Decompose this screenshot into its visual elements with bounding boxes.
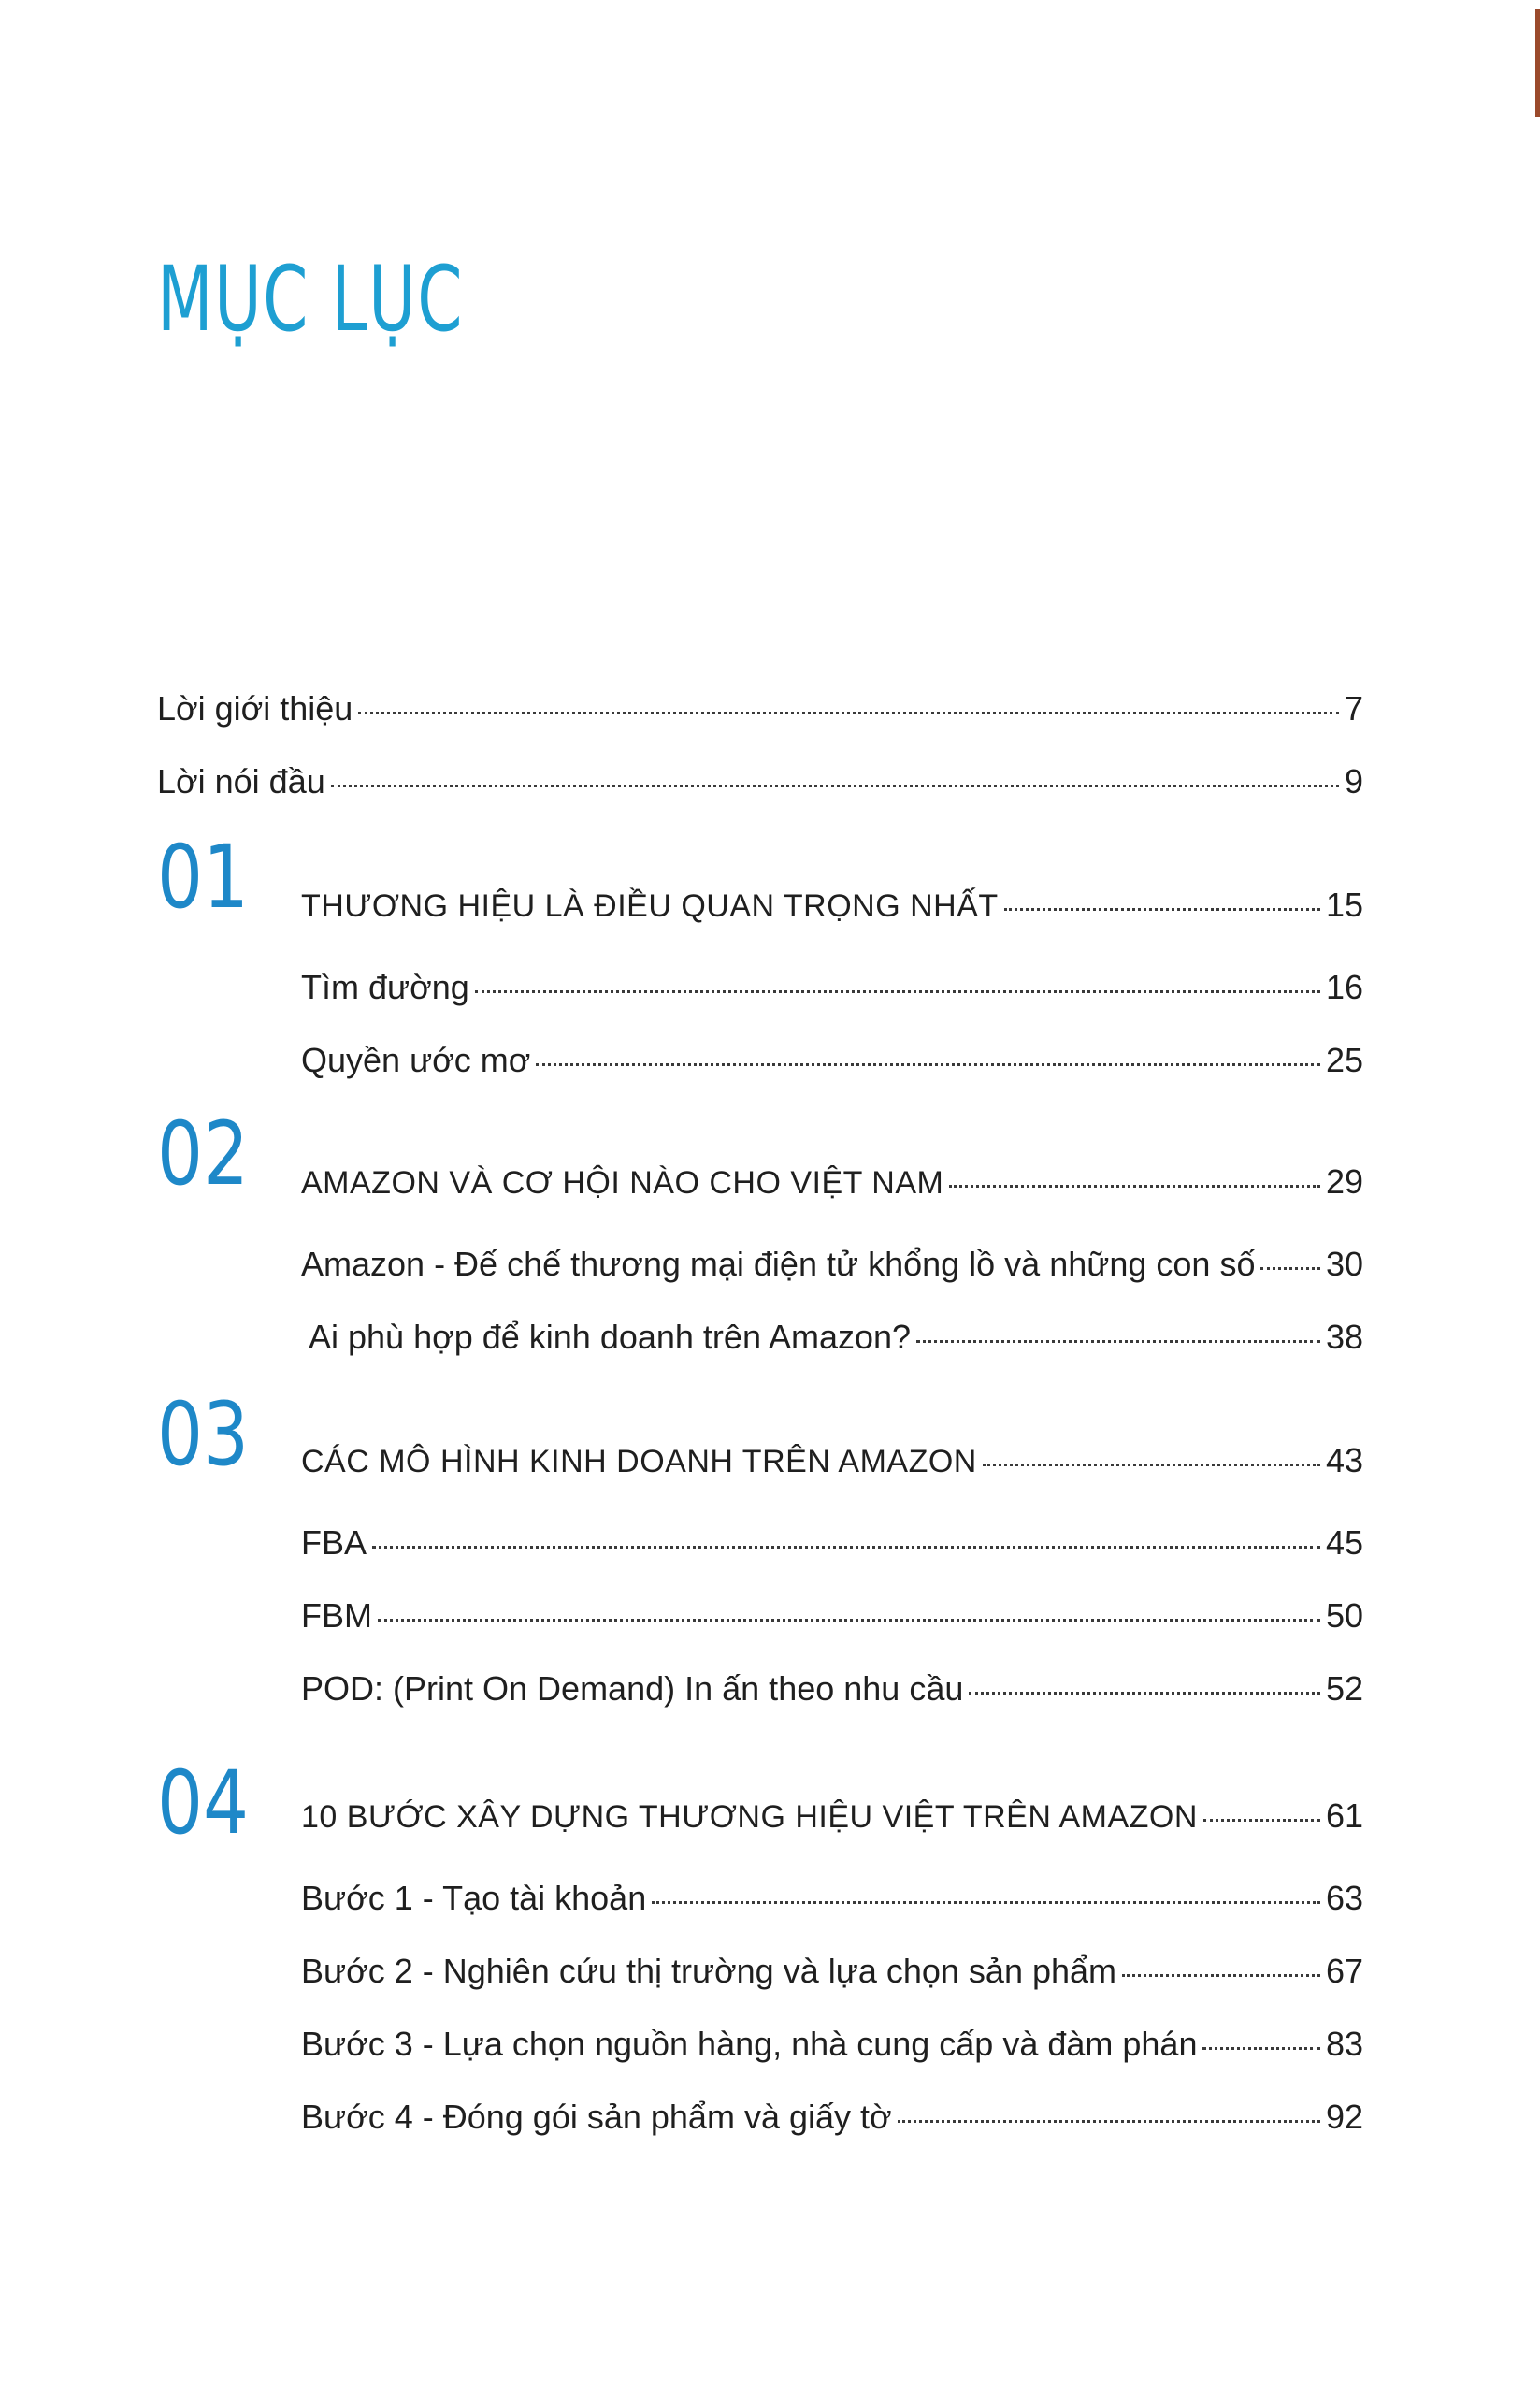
toc-entry-page: 38 [1325, 1318, 1363, 1356]
dot-leader [372, 1546, 1320, 1549]
toc-section-01-1[interactable] [301, 963, 1363, 1012]
dot-leader [969, 1692, 1320, 1695]
dot-leader [475, 990, 1320, 993]
toc-section-04-4[interactable] [301, 2093, 1363, 2142]
toc-chapter-04[interactable] [301, 1792, 1363, 1840]
dot-leader [983, 1464, 1320, 1466]
toc-entry-page: 50 [1325, 1596, 1363, 1635]
chapter-number-03: 03 [157, 1384, 250, 1486]
chapter-title: THƯƠNG HIỆU LÀ ĐIỀU QUAN TRỌNG NHẤT [301, 888, 999, 924]
section-title: Bước 2 - Nghiên cứu thị trường và lựa chọn sản phẩm [301, 1952, 1117, 1990]
toc-section-04-3[interactable] [301, 2020, 1363, 2069]
toc-entry-page: 52 [1325, 1669, 1363, 1708]
chapter-number-02: 02 [157, 1103, 250, 1205]
toc-entry-front-intro[interactable] [157, 685, 1363, 733]
section-title: Quyền ước mơ [301, 1041, 531, 1079]
section-title: Bước 3 - Lựa chọn nguồn hàng, nhà cung cấp và đàm phán [301, 2025, 1198, 2063]
dot-leader [1203, 1819, 1320, 1822]
dot-leader [1202, 2047, 1319, 2050]
dot-leader [949, 1185, 1320, 1188]
dot-leader [358, 712, 1339, 714]
toc-entry-front-preface[interactable] [157, 757, 1363, 806]
page-title: MỤC LỤC [157, 247, 464, 352]
section-title: FBA [301, 1523, 367, 1562]
toc-entry-page: 25 [1325, 1041, 1363, 1079]
toc-section-01-2[interactable] [301, 1036, 1363, 1085]
toc-section-03-2[interactable] [301, 1592, 1363, 1640]
toc-chapter-03[interactable] [301, 1436, 1363, 1485]
toc-entry-page: 61 [1325, 1796, 1363, 1835]
toc-entry-page: 30 [1325, 1245, 1363, 1283]
dot-leader [1122, 1974, 1320, 1977]
dot-leader [1004, 908, 1320, 911]
chapter-title: 10 BƯỚC XÂY DỰNG THƯƠNG HIỆU VIỆT TRÊN AMAZON [301, 1799, 1198, 1835]
toc-entry-page: 29 [1325, 1162, 1363, 1201]
toc-entry-page: 16 [1325, 968, 1363, 1006]
chapter-title: CÁC MÔ HÌNH KINH DOANH TRÊN AMAZON [301, 1444, 977, 1479]
section-title: Bước 4 - Đóng gói sản phẩm và giấy tờ [301, 2098, 892, 2136]
toc-section-04-2[interactable] [301, 1947, 1363, 1996]
section-title: Bước 1 - Tạo tài khoản [301, 1879, 647, 1917]
toc-section-02-1[interactable] [301, 1240, 1363, 1289]
toc-entry-page: 43 [1325, 1441, 1363, 1479]
toc-entry-title: Lời nói đầu [157, 762, 325, 800]
toc-entry-page: 15 [1325, 886, 1363, 924]
dot-leader [536, 1063, 1320, 1066]
chapter-number-04: 04 [157, 1752, 250, 1854]
toc-section-02-2[interactable] [309, 1313, 1363, 1362]
toc-chapter-01[interactable] [301, 881, 1363, 930]
toc-chapter-02[interactable] [301, 1158, 1363, 1206]
toc-entry-title: Lời giới thiệu [157, 689, 353, 728]
toc-entry-page: 7 [1344, 689, 1363, 728]
chapter-number-01: 01 [157, 827, 250, 929]
toc-section-03-3[interactable] [301, 1665, 1363, 1713]
chapter-title: AMAZON VÀ CƠ HỘI NÀO CHO VIỆT NAM [301, 1165, 944, 1201]
toc-entry-page: 45 [1325, 1523, 1363, 1562]
dot-leader [898, 2120, 1320, 2123]
section-title: POD: (Print On Demand) In ấn theo nhu cầu [301, 1669, 964, 1708]
section-title: Tìm đường [301, 968, 469, 1006]
toc-entry-page: 63 [1325, 1879, 1363, 1917]
section-title: Ai phù hợp để kinh doanh trên Amazon? [309, 1318, 912, 1356]
toc-entry-page: 83 [1325, 2025, 1363, 2063]
toc-entry-page: 9 [1344, 762, 1363, 800]
toc-entry-page: 67 [1325, 1952, 1363, 1990]
dot-leader [652, 1901, 1320, 1904]
toc-entry-page: 92 [1325, 2098, 1363, 2136]
section-title: Amazon - Đế chế thương mại điện tử khổng lồ và những con số [301, 1245, 1256, 1283]
toc-section-04-1[interactable] [301, 1874, 1363, 1923]
dot-leader [378, 1619, 1320, 1622]
dot-leader [331, 785, 1339, 787]
dot-leader [1260, 1267, 1319, 1270]
dot-leader [916, 1340, 1320, 1343]
section-title: FBM [301, 1596, 372, 1635]
toc-section-03-1[interactable] [301, 1519, 1363, 1567]
